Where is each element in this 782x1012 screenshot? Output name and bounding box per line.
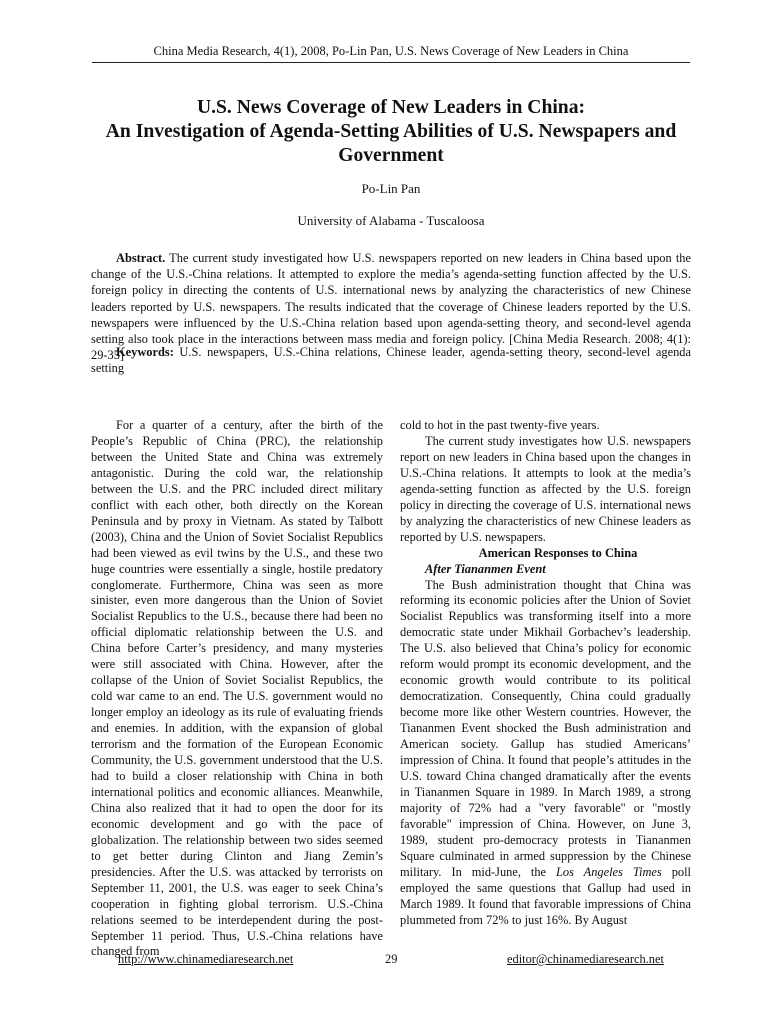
abstract-text: The current study investigated how U.S. newspapers reported on new leaders in China based upon the change of the U.S.-China relations. It attempted to explore the media’s agenda-setting function affected by the U.S. foreign policy in directing the contents of U.S. international news by analyzing the characteristics of new Chinese leaders reported by U.S. newspapers. The results indicated that the coverage of Chinese leaders reported by the U.S. newspapers were influenced by the U.S.-China relation based upon agenda-setting theory, and second-level agenda setting also took place in the interactions between mass media and foreign policy. [China Media Research. 2008; 4(1): 29-35] xyxy=(91,251,691,363)
title-line: U.S. News Coverage of New Leaders in China: xyxy=(196,97,586,118)
body-paragraph-continuation: cold to hot in the past twenty-five years. xyxy=(400,418,600,432)
title-line: An Investigation of Agenda-Setting Abilities of U.S. Newspapers and xyxy=(105,121,677,142)
section-heading: American Responses to China xyxy=(478,545,638,560)
keywords-label: Keywords: xyxy=(116,345,174,359)
body-text: poll employed the same questions that Gallup had used in March 1989. It found that favorable impressions of China plummeted from 72% to just 16%. By August xyxy=(400,864,691,927)
keywords xyxy=(91,344,691,376)
article-title xyxy=(60,96,722,168)
subsection-heading: After Tiananmen Event xyxy=(425,561,546,576)
body-text: The Bush administration thought that China was reforming its economic policies after the Union of Soviet Socialist Republics was transforming itself into a more democratic state under Mikhail Gorbachev’s leadership. The U.S. also believed that China’s policy for economic reform would prompt its economic development, and the economic growth would contribute to its political democratization. Consequently, China could gradually become more like other Western countries. However, the Tiananmen Event shocked the Bush administration and American society. Gallup has studied Americans’ impression of China. It found that people’s attitudes in the U.S. toward China changed dramatically after the events in Tiananmen Square in 1989. In March 1989, a strong majority of 72% had a "very favorable" or "mostly favorable" impression of China. However, on June 3, 1989, student pro-democracy protests in Tiananmen Square culminated in armed suppression by the Chinese military. In mid-June, the xyxy=(400,577,691,879)
right-column xyxy=(400,418,691,929)
page-number: 29 xyxy=(385,952,398,966)
body-paragraph: The current study investigates how U.S. newspapers report on new leaders in China based upon the changes in U.S.-China relations. It attempts to look at the media’s agenda-setting function as affected by the U.S. foreign policy in directing the coverage of U.S. international news by analyzing the characteristics of new Chinese leaders as reported by U.S. newspapers. xyxy=(400,433,691,544)
footer-email-link[interactable]: editor@chinamediaresearch.net xyxy=(507,952,664,966)
left-column xyxy=(91,418,383,960)
body-paragraph xyxy=(400,578,691,929)
author-affiliation: University of Alabama - Tuscaloosa xyxy=(297,213,485,228)
abstract-label: Abstract. xyxy=(116,251,166,265)
newspaper-name: Los Angeles Times xyxy=(556,864,662,879)
keywords-text: U.S. newspapers, U.S.-China relations, Chinese leader, agenda-setting theory, second-level agenda setting xyxy=(91,345,691,376)
running-header: China Media Research, 4(1), 2008, Po-Lin Pan, U.S. News Coverage of New Leaders in China xyxy=(92,44,690,63)
footer-website-link[interactable]: http://www.chinamediaresearch.net xyxy=(118,952,294,966)
body-paragraph: For a quarter of a century, after the birth of the People’s Republic of China (PRC), the relationship between the United State and China was extremely antagonistic. During the cold war, the relationship between the U.S. and the PRC included direct military conflict with each other, both directly on the Korean Peninsula and by proxy in Vietnam. As stated by Talbott (2003), China and the Union of Soviet Socialist Republics had been viewed as evil twins by the U.S., and these two huge countries were essentially a single, hostile predatory conglomerate. Furthermore, China was seen as more sinister, even more dangerous than the Union of Soviet Socialist Republics to the U.S., because there had been no official diplomatic relationship between the U.S. and China before Carter’s presidency, and many mysteries were still associated with China. However, after the collapse of the Union of Soviet Socialist Republics, the cold war came to an end. The U.S. government would no longer employ an ideology as its rule of evaluating friends and enemies. In addition, with the expansion of global terrorism and the formation of the European Economic Community, the U.S. government understood that the U.S. had to build a closer relationship with China in both international politics and economic alliances. Meanwhile, China also realized that it had to open the door for its economic development and go with the pace of globalization. The relationship between two sides seemed to get better during Clinton and Jiang Zemin’s presidencies. After the U.S. was attacked by terrorists on September 11, 2001, the U.S. was eager to seek China’s cooperation in fighting global terrorism. U.S.-China relations seemed to be interdependent during the post-September 11 period. Thus, U.S.-China relations have changed from xyxy=(91,418,383,959)
title-line: Government xyxy=(338,145,444,166)
author-name: Po-Lin Pan xyxy=(361,181,421,196)
